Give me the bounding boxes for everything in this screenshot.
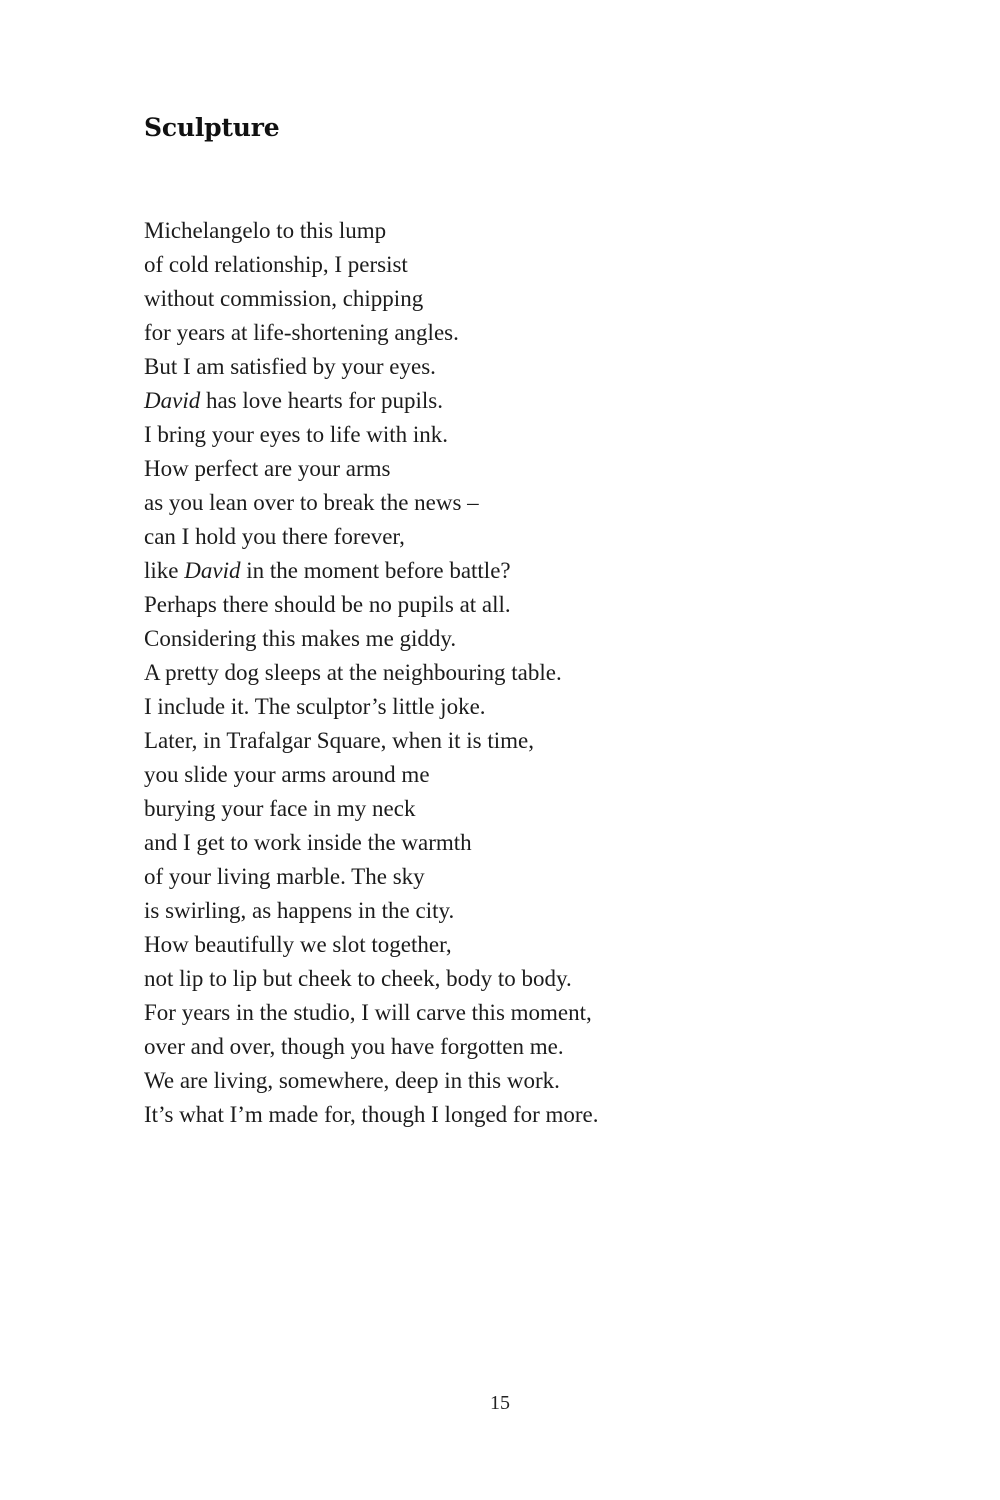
italic-title: David (184, 558, 241, 583)
poem-line: can I hold you there forever, (144, 524, 405, 549)
poem-line: like David in the moment before battle? (144, 558, 511, 583)
poem-line: as you lean over to break the news – (144, 490, 479, 515)
poem-line: not lip to lip but cheek to cheek, body to body. (144, 966, 572, 991)
poem-line: you slide your arms around me (144, 762, 430, 787)
poem-line: over and over, though you have forgotten me. (144, 1034, 564, 1059)
poem-body (144, 214, 599, 1132)
poem-line: of your living marble. The sky (144, 864, 425, 889)
poem-line: It’s what I’m made for, though I longed for more. (144, 1102, 599, 1127)
poem-line: A pretty dog sleeps at the neighbouring table. (144, 660, 562, 685)
poem-line: Considering this makes me giddy. (144, 626, 457, 651)
poem-line: David has love hearts for pupils. (144, 388, 443, 413)
poem-line: For years in the studio, I will carve this moment, (144, 1000, 592, 1025)
poem-line: I include it. The sculptor’s little joke. (144, 694, 486, 719)
poem-line: burying your face in my neck (144, 796, 416, 821)
poem-line: We are living, somewhere, deep in this work. (144, 1068, 560, 1093)
poem-line: How beautifully we slot together, (144, 932, 452, 957)
poem-line: is swirling, as happens in the city. (144, 898, 455, 923)
poem-line: But I am satisfied by your eyes. (144, 354, 436, 379)
italic-title: David (144, 388, 201, 413)
poem-line: of cold relationship, I persist (144, 252, 408, 277)
poem-line: and I get to work inside the warmth (144, 830, 472, 855)
poem-line: How perfect are your arms (144, 456, 391, 481)
poem-line: for years at life-shortening angles. (144, 320, 459, 345)
poem-line: without commission, chipping (144, 286, 424, 311)
page-number: 15 (490, 1392, 510, 1414)
poem-title: Sculpture (144, 113, 280, 142)
poem-line: Michelangelo to this lump (144, 218, 387, 243)
poem-line: Perhaps there should be no pupils at all. (144, 592, 511, 617)
poem-line: Later, in Trafalgar Square, when it is time, (144, 728, 534, 753)
poem-line: I bring your eyes to life with ink. (144, 422, 449, 447)
